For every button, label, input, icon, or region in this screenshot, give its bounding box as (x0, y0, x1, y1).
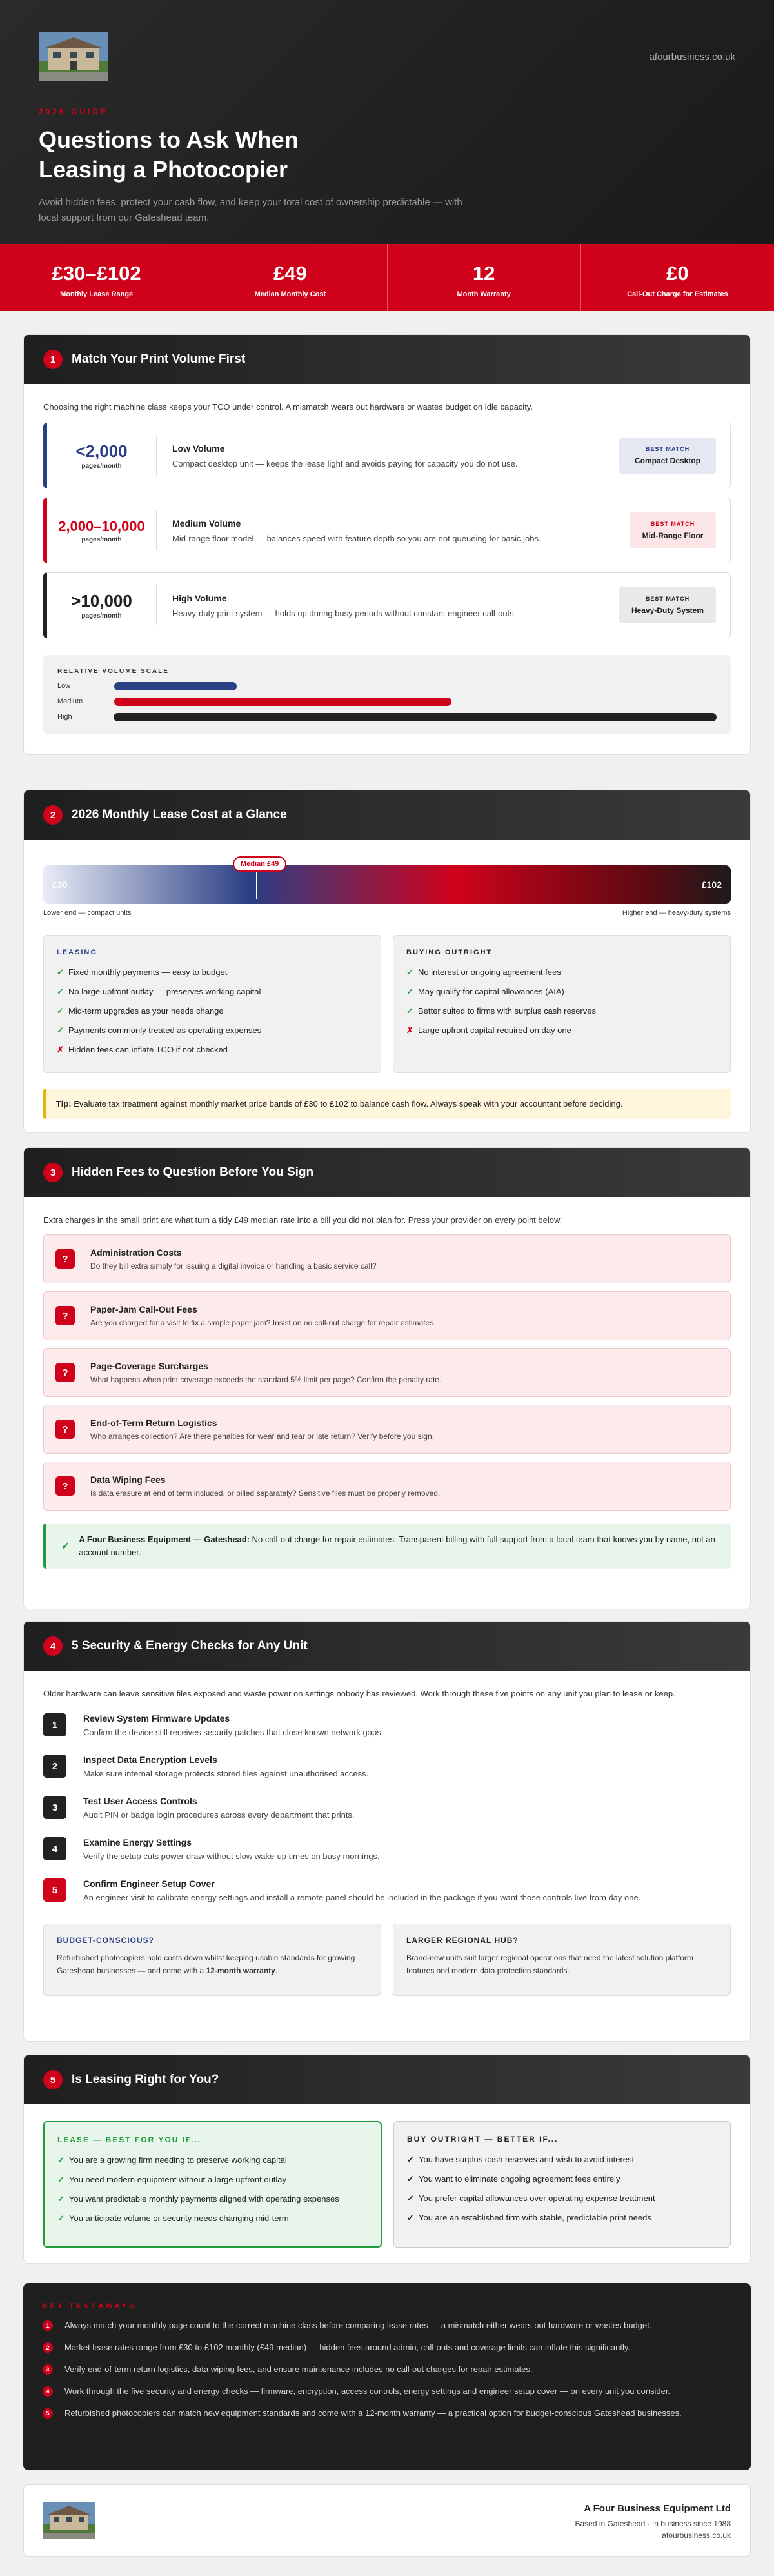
box-text: Brand-new units suit larger regional operations that need the latest solution platform features and modern data protection standards. (406, 1953, 693, 1975)
column-heading: BUYING OUTRIGHT (406, 949, 493, 956)
takeaways-title: KEY TAKEAWAYS (43, 2302, 137, 2310)
fee-desc: Are you charged for a visit to fix a simple paper jam? Insist on no call-out charge for repair estimates. (90, 1318, 436, 1327)
scale-label: High (57, 713, 72, 721)
check-icon: ✓ (406, 967, 413, 977)
section-intro: Extra charges in the small print are what turn a tidy £49 median rate into a bill you did not plan for. Press your provider on every point below. (43, 1215, 562, 1225)
section-intro: Older hardware can leave sensitive files exposed and waste power on settings nobody has reviewed. Work through these five points on any unit you plan to lease or keep. (43, 1689, 675, 1698)
caption-high: Higher end — heavy-duty systems (622, 909, 731, 917)
list-item: ✗ Hidden fees can inflate TCO if not checked (57, 1040, 368, 1060)
column-heading: LEASING (57, 949, 97, 956)
takeaway-item (43, 2341, 731, 2354)
step-desc: An engineer visit to calibrate energy settings and install a remote panel should be included in the package if you want those controls live from day one. (83, 1893, 641, 1902)
fee-desc: What happens when print coverage exceeds the standard 5% limit per page? Confirm the penalty rate. (90, 1375, 442, 1384)
range-low: £30 (52, 880, 68, 890)
question-icon: ? (55, 1363, 75, 1382)
fee-item (43, 1405, 731, 1454)
footer-location: Based in Gateshead · In business since 1988 (575, 2519, 731, 2528)
fee-title: Paper-Jam Call-Out Fees (90, 1304, 197, 1314)
section-number-badge: 5 (43, 2070, 63, 2089)
stat-value: £30–£102 (52, 262, 141, 285)
step-desc: Make sure internal storage protects stored files against unauthorised access. (83, 1769, 369, 1778)
footer-company: A Four Business Equipment Ltd (584, 2503, 731, 2514)
fee-title: Administration Costs (90, 1247, 182, 1258)
check-step (43, 1878, 731, 1907)
takeaway-item (43, 2319, 731, 2332)
check-step (43, 1837, 731, 1866)
range-high: £102 (701, 880, 722, 890)
section-header (24, 1148, 750, 1197)
local-support-note (43, 1524, 731, 1569)
badge-value: Compact Desktop (634, 456, 701, 465)
check-icon: ✓ (407, 2155, 414, 2164)
fee-item (43, 1291, 731, 1340)
check-icon: ✓ (57, 967, 64, 977)
regional-hub-box (393, 1924, 731, 1996)
section-header (24, 2055, 750, 2104)
stat-value: 12 (472, 262, 495, 285)
list-item: ✓ You want predictable monthly payments aligned with operating expenses (57, 2189, 368, 2209)
bullet-number: 4 (43, 2386, 53, 2397)
badge-value: Mid-Range Floor (642, 531, 704, 540)
step-number: 3 (43, 1796, 66, 1819)
section-title: 5 Security & Energy Checks for Any Unit (72, 1639, 308, 1653)
stat-label: Month Warranty (457, 290, 511, 298)
stat-value: £49 (273, 262, 307, 285)
section-title: Match Your Print Volume First (72, 352, 246, 366)
bullet-number: 5 (43, 2408, 53, 2419)
check-step (43, 1796, 731, 1824)
fee-item (43, 1348, 731, 1397)
scale-bar-high (114, 713, 717, 721)
fee-item (43, 1462, 731, 1511)
section-header (24, 1622, 750, 1671)
list-item: ✓ May qualify for capital allowances (AIA) (406, 982, 717, 1001)
section-security-energy (23, 1621, 751, 2042)
budget-conscious-box: BUDGET-CONSCIOUS? Refurbished photocopiers hold costs down whilst keeping usable standards for growing Gateshead businesses — and come with a 12-month warranty. (43, 1924, 381, 1996)
scale-label: Low (57, 682, 71, 690)
hero (0, 0, 774, 244)
site-url[interactable]: afourbusiness.co.uk (649, 52, 735, 63)
stat-callout-charge (581, 244, 774, 311)
takeaway-text: Work through the five security and energy checks — firmware, encryption, access controls, energy settings and engineer setup cover — on every unit you consider. (64, 2386, 671, 2396)
stat-value: £0 (666, 262, 689, 285)
check-icon: ✓ (406, 1006, 413, 1016)
company-building-image (39, 32, 108, 81)
volume-unit: pages/month (81, 612, 122, 619)
list-item: ✓ Better suited to firms with surplus cash reserves (406, 1001, 717, 1021)
bullet-number: 3 (43, 2364, 53, 2375)
list-item: ✓ You want to eliminate ongoing agreement fees entirely (407, 2169, 717, 2189)
volume-qty: >10,000 (71, 591, 132, 610)
leasing-pros-cons (43, 935, 381, 1073)
step-title: Examine Energy Settings (83, 1837, 192, 1847)
box-heading: BUDGET-CONSCIOUS? (57, 1936, 155, 1945)
volume-title: High Volume (172, 592, 227, 603)
badge-caption: BEST MATCH (645, 596, 690, 602)
step-title: Confirm Engineer Setup Cover (83, 1878, 215, 1889)
cross-icon: ✗ (57, 1045, 64, 1054)
step-title: Test User Access Controls (83, 1796, 197, 1806)
caption-low: Lower end — compact units (43, 909, 132, 917)
volume-desc: Heavy-duty print system — holds up during busy periods without constant engineer call-outs. (172, 608, 517, 618)
takeaway-text: Market lease rates range from £30 to £102 monthly (£49 median) — hidden fees around admin, call-outs and coverage limits can inflate this significantly. (64, 2342, 630, 2352)
check-icon: ✓ (57, 1006, 64, 1016)
check-icon: ✓ (407, 2213, 414, 2222)
volume-qty: <2,000 (75, 441, 128, 461)
page-title: Questions to Ask When Leasing a Photocopier (39, 126, 299, 183)
cost-range-bar (43, 860, 731, 904)
lease-best-for-box (43, 2121, 382, 2248)
scale-row (57, 681, 717, 690)
section-title: Hidden Fees to Question Before You Sign (72, 1165, 314, 1179)
question-icon: ? (55, 1249, 75, 1269)
scale-row (57, 697, 717, 706)
fee-desc: Is data erasure at end of term included, or billed separately? Sensitive files must be properly removed. (90, 1489, 441, 1498)
bullet-number: 1 (43, 2320, 53, 2331)
section-number-badge: 4 (43, 1636, 63, 1656)
best-match-badge (630, 512, 716, 548)
scale-row (57, 712, 717, 721)
buy-better-if-box (393, 2121, 731, 2248)
section-hidden-fees (23, 1147, 751, 1609)
tip-box (43, 1089, 731, 1119)
list-item: ✓ Fixed monthly payments — easy to budget (57, 963, 368, 982)
step-desc: Confirm the device still receives security patches that close known network gaps. (83, 1727, 384, 1737)
volume-title: Low Volume (172, 443, 225, 454)
stat-warranty (388, 244, 581, 311)
takeaway-text: Always match your monthly page count to the correct machine class before comparing lease rates — a mismatch either wears out hardware or wastes budget. (64, 2320, 652, 2330)
volume-row-high (43, 572, 731, 638)
section-title: Is Leasing Right for You? (72, 2073, 219, 2086)
list-item: ✓ You need modern equipment without a large upfront outlay (57, 2170, 368, 2189)
footer-building-image (43, 2502, 95, 2539)
stats-bar (0, 244, 774, 311)
takeaway-item (43, 2385, 731, 2398)
list-item: ✓ You anticipate volume or security needs changing mid-term (57, 2209, 368, 2228)
column-heading: LEASE — BEST FOR YOU IF... (57, 2135, 202, 2144)
volume-unit: pages/month (81, 463, 122, 470)
check-icon: ✓ (406, 987, 413, 996)
section-number-badge: 1 (43, 350, 63, 369)
volume-scale (43, 655, 731, 734)
list-item: ✓ You are an established firm with stable, predictable print needs (407, 2208, 717, 2228)
question-icon: ? (55, 1420, 75, 1439)
scale-title: RELATIVE VOLUME SCALE (57, 668, 169, 675)
section-number-badge: 2 (43, 805, 63, 825)
list-item: ✓ You have surplus cash reserves and wish to avoid interest (407, 2150, 717, 2169)
best-match-badge (619, 438, 716, 474)
tip-label: Tip: (56, 1099, 72, 1109)
section-intro: Choosing the right machine class keeps your TCO under control. A mismatch wears out hardware or wastes budget on idle capacity. (43, 402, 533, 412)
bullet-number: 2 (43, 2342, 53, 2353)
stat-lease-range (0, 244, 194, 311)
scale-bar-low (114, 682, 237, 690)
cross-icon: ✗ (406, 1025, 413, 1035)
check-icon: ✓ (57, 987, 64, 996)
box-emphasis: 12-month warranty (206, 1966, 275, 1975)
volume-desc: Compact desktop unit — keeps the lease light and avoids paying for capacity you do not use. (172, 458, 518, 468)
step-number: 5 (43, 1878, 66, 1902)
range-captions (43, 909, 731, 917)
list-item: ✓ No interest or ongoing agreement fees (406, 963, 717, 982)
check-icon: ✓ (61, 1541, 70, 1552)
fee-title: Page-Coverage Surcharges (90, 1361, 208, 1371)
key-takeaways (23, 2283, 751, 2470)
best-match-badge (619, 587, 716, 623)
section-is-leasing-right (23, 2055, 751, 2264)
list-item: ✓ You are a growing firm needing to preserve working capital (57, 2151, 368, 2170)
footer-url[interactable]: afourbusiness.co.uk (662, 2531, 731, 2540)
volume-unit: pages/month (81, 536, 122, 543)
fee-title: Data Wiping Fees (90, 1474, 166, 1485)
question-icon: ? (55, 1306, 75, 1325)
fee-title: End-of-Term Return Logistics (90, 1418, 217, 1428)
section-number-badge: 3 (43, 1163, 63, 1182)
badge-caption: BEST MATCH (650, 521, 695, 527)
volume-row-low (43, 423, 731, 488)
list-item: ✓ Payments commonly treated as operating expenses (57, 1021, 368, 1040)
list-item: ✓ You prefer capital allowances over operating expense treatment (407, 2189, 717, 2208)
stat-median-cost (194, 244, 387, 311)
step-number: 2 (43, 1755, 66, 1778)
step-desc: Verify the setup cuts power draw without slow wake-up times on busy mornings. (83, 1851, 380, 1861)
check-icon: ✓ (57, 2213, 64, 2223)
stat-label: Median Monthly Cost (254, 290, 326, 298)
volume-row-medium (43, 498, 731, 563)
step-number: 4 (43, 1837, 66, 1860)
guide-kicker: 2026 GUIDE (39, 107, 109, 116)
scale-label: Medium (57, 698, 83, 705)
median-pill: Median £49 (233, 856, 286, 872)
badge-caption: BEST MATCH (645, 446, 690, 452)
takeaway-text: Verify end-of-term return logistics, data wiping fees, and ensure maintenance includes no call-out charges for repair estimates. (64, 2364, 533, 2374)
check-step (43, 1755, 731, 1783)
check-icon: ✓ (57, 1025, 64, 1035)
scale-bar-medium (114, 698, 452, 706)
box-text: Refurbished photocopiers hold costs down whilst keeping usable standards for growing Gateshead businesses — and come with a (57, 1953, 355, 1975)
stat-label: Call-Out Charge for Estimates (627, 290, 728, 298)
step-number: 1 (43, 1713, 66, 1736)
question-icon: ? (55, 1476, 75, 1496)
note-text: No call-out charge for repair estimates. Transparent billing with full support from a local team that knows you by name, not an account number. (79, 1535, 715, 1557)
check-icon: ✓ (57, 2155, 64, 2165)
section-title: 2026 Monthly Lease Cost at a Glance (72, 808, 287, 821)
step-title: Inspect Data Encryption Levels (83, 1755, 217, 1765)
section-header (24, 335, 750, 384)
volume-title: Medium Volume (172, 518, 241, 528)
page-subtitle: Avoid hidden fees, protect your cash flow, and keep your total cost of ownership predictable — with local support from our Gateshead team. (39, 197, 462, 223)
footer (23, 2484, 751, 2557)
check-icon: ✓ (407, 2193, 414, 2203)
stat-label: Monthly Lease Range (60, 290, 134, 298)
check-icon: ✓ (57, 2194, 64, 2204)
check-icon: ✓ (407, 2174, 414, 2184)
section-header (24, 790, 750, 840)
buying-pros-cons (393, 935, 731, 1073)
box-heading: LARGER REGIONAL HUB? (406, 1936, 519, 1945)
step-desc: Audit PIN or badge login procedures across every department that prints. (83, 1810, 355, 1820)
tip-text: Evaluate tax treatment against monthly market price bands of £30 to £102 to balance cash flow. Always speak with your accountant before deciding. (71, 1099, 623, 1109)
takeaway-text: Refurbished photocopiers can match new equipment standards and come with a 12-month warranty — a practical option for budget-conscious Gateshead businesses. (64, 2408, 682, 2418)
check-step (43, 1713, 731, 1742)
badge-value: Heavy-Duty System (631, 606, 704, 615)
list-item: ✓ Mid-term upgrades as your needs change (57, 1001, 368, 1021)
section-lease-cost (23, 790, 751, 1133)
fee-desc: Do they bill extra simply for issuing a digital invoice or handling a basic service call? (90, 1262, 377, 1271)
column-heading: BUY OUTRIGHT — BETTER IF... (407, 2135, 559, 2144)
list-item: ✗ Large upfront capital required on day one (406, 1021, 717, 1040)
step-title: Review System Firmware Updates (83, 1713, 230, 1724)
fee-desc: Who arranges collection? Are there penalties for wear and tear or late return? Verify before you sign. (90, 1432, 434, 1441)
takeaway-item (43, 2363, 731, 2376)
fee-item (43, 1234, 731, 1283)
takeaway-item (43, 2407, 731, 2420)
volume-qty: 2,000–10,000 (58, 518, 145, 534)
note-label: A Four Business Equipment — Gateshead: (79, 1535, 250, 1544)
list-item: ✓ No large upfront outlay — preserves working capital (57, 982, 368, 1001)
volume-desc: Mid-range floor model — balances speed with feature depth so you are not queueing for basic jobs. (172, 533, 541, 543)
check-icon: ✓ (57, 2175, 64, 2184)
section-print-volume (23, 334, 751, 755)
